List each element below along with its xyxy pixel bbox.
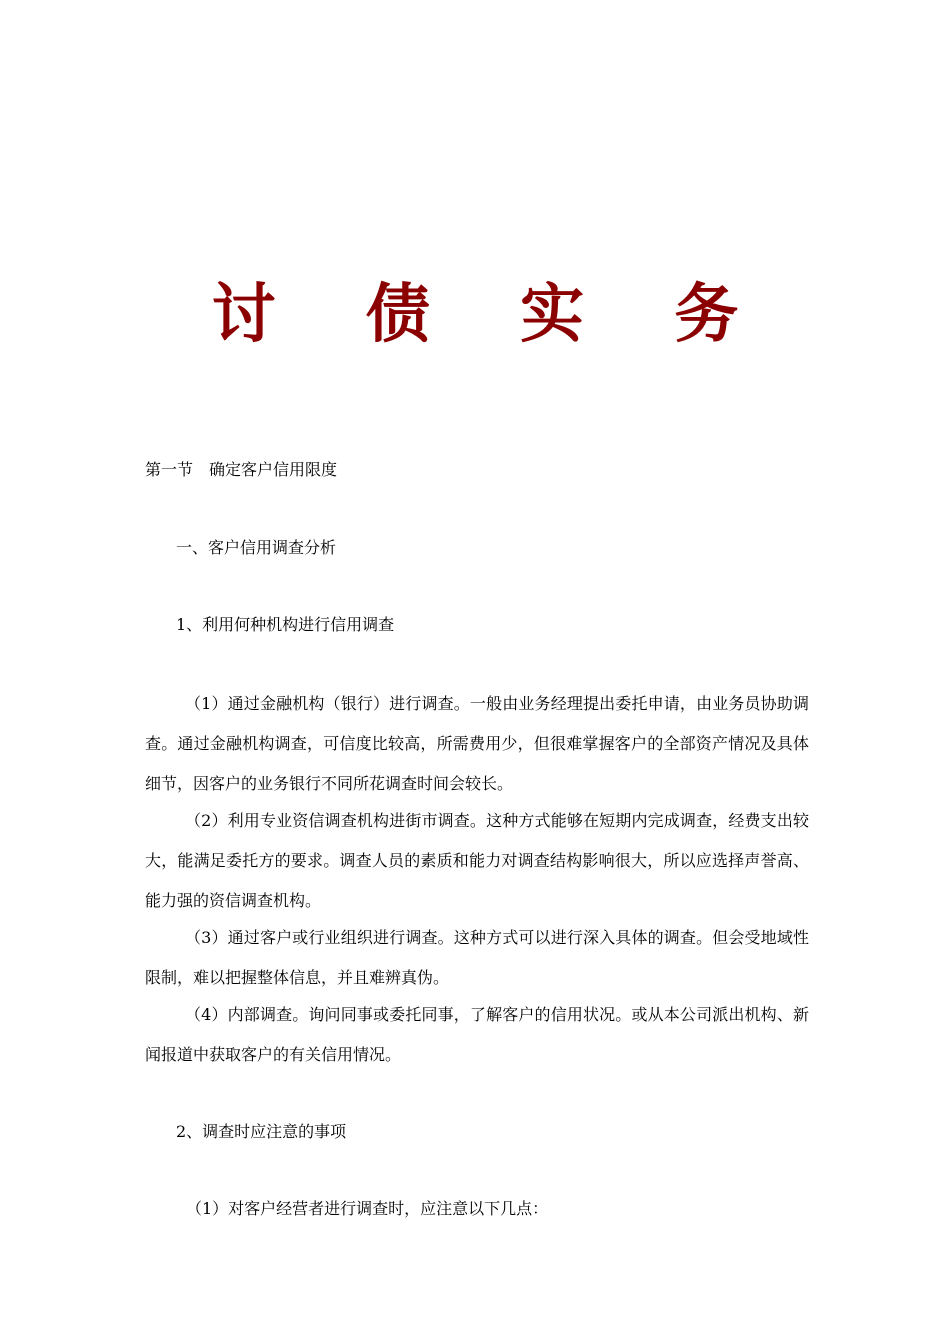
item-heading-2: 2、调查时应注意的事项 [176, 1122, 347, 1141]
section-heading: 第一节 确定客户信用限度 [145, 460, 338, 479]
paragraph-3: （3）通过客户或行业组织进行调查。这种方式可以进行深入具体的调查。但会受地域性限制，难以把握整体信息，并且难辨真伪。 [145, 928, 809, 987]
paragraph-2: （2）利用专业资信调查机构进街市调查。这种方式能够在短期内完成调查，经费支出较大，能满足委托方的要求。调查人员的素质和能力对调查结构影响很大，所以应选择声誉高、能力强的资信调查机构。 [145, 811, 809, 910]
paragraph-4: （4）内部调查。询问同事或委托同事，了解客户的信用状况。或从本公司派出机构、新闻报道中获取客户的有关信用情况。 [145, 1005, 809, 1064]
item-2-subpoint: （1）对客户经营者进行调查时，应注意以下几点： [186, 1199, 549, 1218]
paragraph-1: （1）通过金融机构（银行）进行调查。一般由业务经理提出委托申请，由业务员协助调查。通过金融机构调查，可信度比较高，所需费用少，但很难掌握客户的全部资产情况及具体细节，因客户的业务银行不同所花调查时间会较长。 [145, 694, 809, 793]
subsection-heading: 一、客户信用调查分析 [176, 538, 337, 557]
document-title: 讨 债 实 务 [211, 278, 773, 352]
item-heading-1: 1、利用何种机构进行信用调查 [176, 615, 395, 634]
